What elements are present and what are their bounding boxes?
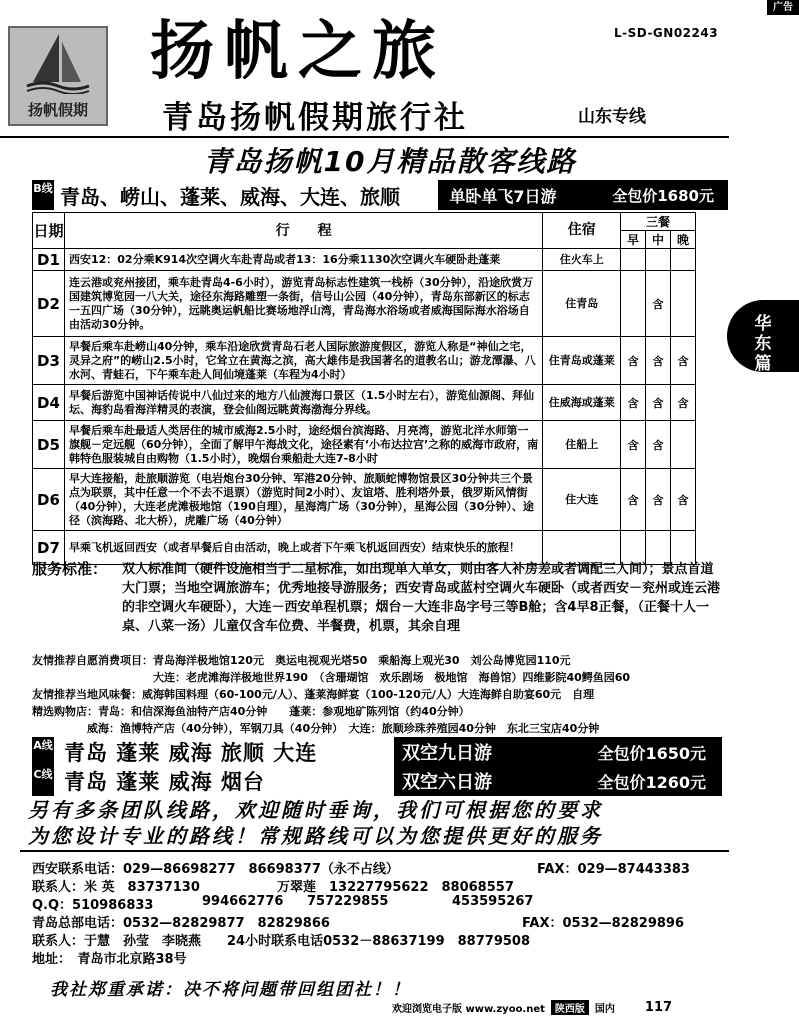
table-row <box>33 421 696 469</box>
note-line-1: 另有多条团队线路，欢迎随时垂询，我们可根据您的要求 <box>28 798 603 822</box>
qq-4: 453595267 <box>452 894 534 909</box>
page-headline: 青岛扬帆10月精品散客线路 <box>203 145 577 178</box>
header-dinner: 晚 <box>671 231 696 249</box>
hq-contacts: 联系人：于慧 孙莹 李晓燕 24小时联系电话0532－88637199 88779508 <box>32 934 530 949</box>
header-meals: 三餐 <box>621 213 696 231</box>
dinner-cell <box>671 249 696 271</box>
header-hotel: 住宿 <box>543 213 621 249</box>
ad-code: L-SD-GN02243 <box>614 26 719 40</box>
route-c-price: 全包价1260元 <box>574 766 722 796</box>
day-cell: D6 <box>33 469 65 531</box>
hotel-cell: 住威海或蓬莱 <box>543 385 621 421</box>
xian-phone: 西安联系电话：029—86698277 86698377（永不占线） <box>32 862 399 877</box>
header-divider <box>0 136 729 138</box>
route-a-price: 全包价1650元 <box>574 737 722 767</box>
route-b-name: 青岛、崂山、蓬莱、威海、大连、旅顺 <box>60 184 400 209</box>
day-cell: D4 <box>33 385 65 421</box>
recommend-line: 友情推荐当地风味餐：威海韩国料理（60-100元/人）、蓬莱海鲜宴（100-120元/人）大连海鲜自助宴60元 自理 <box>32 688 595 701</box>
recommend-line: 友情推荐自愿消费项目：青岛海洋极地馆120元 奥运电视观光塔50 乘船海上观光30 刘公岛博览园110元 <box>32 654 571 667</box>
route-b-price: 全包价1680元 <box>568 180 728 210</box>
lunch-cell <box>646 249 671 271</box>
hq-fax: FAX：0532—82829896 <box>522 916 685 931</box>
route-a-bar <box>32 737 722 767</box>
day-cell: D1 <box>33 249 65 271</box>
contact-block <box>32 858 732 966</box>
table-row <box>33 385 696 421</box>
region-side-tab <box>727 300 799 372</box>
service-text: 双人标准间（硬件设施相当于二星标准，如出现单人单女，则由客人补房差或者调配三人间）；景点首道大门票；当地空调旅游车；优秀地接导游服务；西安青岛或蓝村空调火车硬卧（或者西安－兖州或连云港的非空调火车硬卧），大连－西安单程机票；烟台－大连非岛字号三等B舱；含4早8正餐，（正餐十人一桌、八菜一汤）儿童仅含车位费、半餐费，机票，其余自理 <box>122 562 721 634</box>
table-row <box>33 337 696 385</box>
header-day: 日期 <box>33 213 65 249</box>
breakfast-cell: 含 <box>621 469 646 531</box>
route-c-duration: 双空六日游 <box>394 766 574 796</box>
service-standard <box>32 560 722 636</box>
footer-edition: 陕西版 <box>551 1000 589 1015</box>
company-name: 青岛扬帆假期旅行社 <box>162 100 468 136</box>
note-line-2: 为您设计专业的路线！常规路线可以为您提供更好的服务 <box>28 824 603 848</box>
itinerary-table <box>32 212 696 565</box>
contact-divider <box>20 850 729 852</box>
itinerary-cell: 早餐后乘车赴最适人类居住的城市威海2.5小时，途经烟台滨海路、月亮湾，游览北洋水师第一旗舰－定远舰（60分钟），全面了解甲午海战文化，途径素有‘小布达拉宫’之称的威海市政府，南韩特色服装城自由购物（1.5小时），晚烟台乘船赴大连7-8小时 <box>64 421 542 469</box>
service-label: 服务标准： <box>32 560 108 578</box>
table-row <box>33 249 696 271</box>
route-a-duration: 双空九日游 <box>394 737 574 767</box>
breakfast-cell: 含 <box>621 421 646 469</box>
page-number: 117 <box>644 1000 673 1015</box>
page-footer <box>392 1000 692 1015</box>
brand-title: 扬帆之旅 <box>150 14 446 89</box>
itinerary-cell: 早餐后游览中国神话传说中八仙过来的地方八仙渡海口景区（1.5小时左右），游览仙源阁、拜仙坛、海豹岛看海洋精灵的表演，登会仙阁远眺黄海渤海分界线。 <box>64 385 542 421</box>
route-c-bar <box>32 766 722 796</box>
footer-site: 欢迎浏览电子版 www.zyoo.net <box>392 1004 545 1015</box>
day-cell: D3 <box>33 337 65 385</box>
header-itinerary: 行 程 <box>64 213 542 249</box>
recommendations <box>32 652 722 737</box>
day-cell: D5 <box>33 421 65 469</box>
dinner-cell <box>671 271 696 337</box>
side-tab-char-1: 华 <box>754 314 772 334</box>
hotel-cell: 住大连 <box>543 469 621 531</box>
pledge: 我社郑重承诺：决不将问题带回组团社！！ <box>50 980 411 1000</box>
breakfast-cell: 含 <box>621 385 646 421</box>
header-breakfast: 早 <box>621 231 646 249</box>
route-c-badge: C线 <box>32 766 54 796</box>
recommend-line: 大连：老虎滩海洋极地世界190 （含珊瑚馆 欢乐剧场 极地馆 海兽馆）四维影院40鳄鱼园60 <box>32 671 631 684</box>
dinner-cell: 含 <box>671 385 696 421</box>
lunch-cell: 含 <box>646 337 671 385</box>
xian-contact-1: 联系人：米 英 83737130 <box>32 880 200 895</box>
lunch-cell: 含 <box>646 385 671 421</box>
hq-address: 地址： 青岛市北京路38号 <box>32 952 187 967</box>
route-a-name: 青岛 蓬莱 威海 旅顺 大连 <box>64 741 318 765</box>
breakfast-cell <box>621 271 646 337</box>
hotel-cell: 住船上 <box>543 421 621 469</box>
logo-text: 扬帆假期 <box>27 101 88 119</box>
lunch-cell: 含 <box>646 271 671 337</box>
hotel-cell: 住火车上 <box>543 249 621 271</box>
footer-domestic: 国内 <box>594 1004 615 1015</box>
custom-route-note <box>28 797 728 849</box>
route-b-bar <box>32 180 728 210</box>
hotel-cell: 住青岛 <box>543 271 621 337</box>
ad-tag: 广告 <box>767 0 799 15</box>
day-cell: D2 <box>33 271 65 337</box>
xian-contact-2: 万翠莲 13227795622 88068557 <box>277 880 514 895</box>
dinner-cell: 含 <box>671 337 696 385</box>
header-lunch: 中 <box>646 231 671 249</box>
lunch-cell: 含 <box>646 421 671 469</box>
dinner-cell: 含 <box>671 469 696 531</box>
agency-logo <box>8 26 108 126</box>
hq-phone: 青岛总部电话：0532—82829877 82829866 <box>32 916 330 931</box>
route-b-duration: 单卧单飞7日游 <box>438 180 568 210</box>
breakfast-cell <box>621 249 646 271</box>
itinerary-cell: 早餐后乘车赴崂山40分钟，乘车沿途欣赏青岛石老人国际旅游度假区，游览人称是“神仙之宅，灵异之府”的崂山2.5小时，它耸立在黄海之滨，高大雄伟是我国著名的道教名山；游龙潭瀑、八水河、青蛙石，下午乘车赴人间仙境蓬莱（车程为4小时） <box>64 337 542 385</box>
qq-1: Q.Q：510986833 <box>32 898 154 913</box>
itinerary-cell: 连云港或兖州接团，乘车赴青岛4-6小时），游览青岛标志性建筑一栈桥（30分钟），沿途欣赏万国建筑博览园一八大关，途径东海路雕塑一条街，信号山公园（40分钟），青岛东部新区的标志一五四广场（30分钟），远眺奥运帆船比赛场地浮山湾，青岛海水浴场或者威海国际海水浴场自由活动30分钟。 <box>64 271 542 337</box>
breakfast-cell: 含 <box>621 337 646 385</box>
side-tab-char-2: 东 <box>754 334 772 354</box>
region-label: 山东专线 <box>578 107 646 127</box>
table-row <box>33 271 696 337</box>
route-b-badge: B线 <box>32 180 54 210</box>
side-tab-char-3: 篇 <box>754 354 772 374</box>
qq-3: 757229855 <box>307 894 389 909</box>
itinerary-cell: 早大连接船，赴旅顺游览（电岩炮台30分钟、军港20分钟、旅顺蛇博物馆景区30分钟共三个景点为联票，其中任意一个不去不退票）（游览时间2小时）、友谊塔、胜利塔外景，俄罗斯风情街（40分钟），大连老虎滩极地馆（190自理），星海湾广场（30分钟），星海公园（30分钟）、途径（滨海路、北大桥），虎雕广场（40分钟） <box>64 469 542 531</box>
itinerary-cell: 西安12：02分乘K914次空调火车赴青岛或者13：16分乘1130次空调火车硬卧赴蓬莱 <box>64 249 542 271</box>
route-c-name: 青岛 蓬莱 威海 烟台 <box>64 770 265 794</box>
lunch-cell: 含 <box>646 469 671 531</box>
itinerary-cell: 早乘飞机返回西安（或者早餐后自由活动，晚上或者下午乘飞机返回西安）结束快乐的旅程！ <box>64 531 542 565</box>
hotel-cell: 住青岛或蓬莱 <box>543 337 621 385</box>
dinner-cell <box>671 421 696 469</box>
recommend-line: 威海：渔博特产店（40分钟），军钢刀具（40分钟） 大连：旅顺珍珠养殖园40分钟 东北三宝店40分钟 <box>32 722 600 735</box>
table-row <box>33 469 696 531</box>
day-cell: D7 <box>33 531 65 565</box>
sailboat-icon <box>23 32 93 94</box>
route-a-badge: A线 <box>32 737 54 767</box>
recommend-line: 精选购物店：青岛：和信深海鱼油特产店40分钟 蓬莱：参观地矿陈列馆（约40分钟） <box>32 705 470 718</box>
xian-fax: FAX：029—87443383 <box>537 862 690 877</box>
qq-2: 994662776 <box>202 894 284 909</box>
